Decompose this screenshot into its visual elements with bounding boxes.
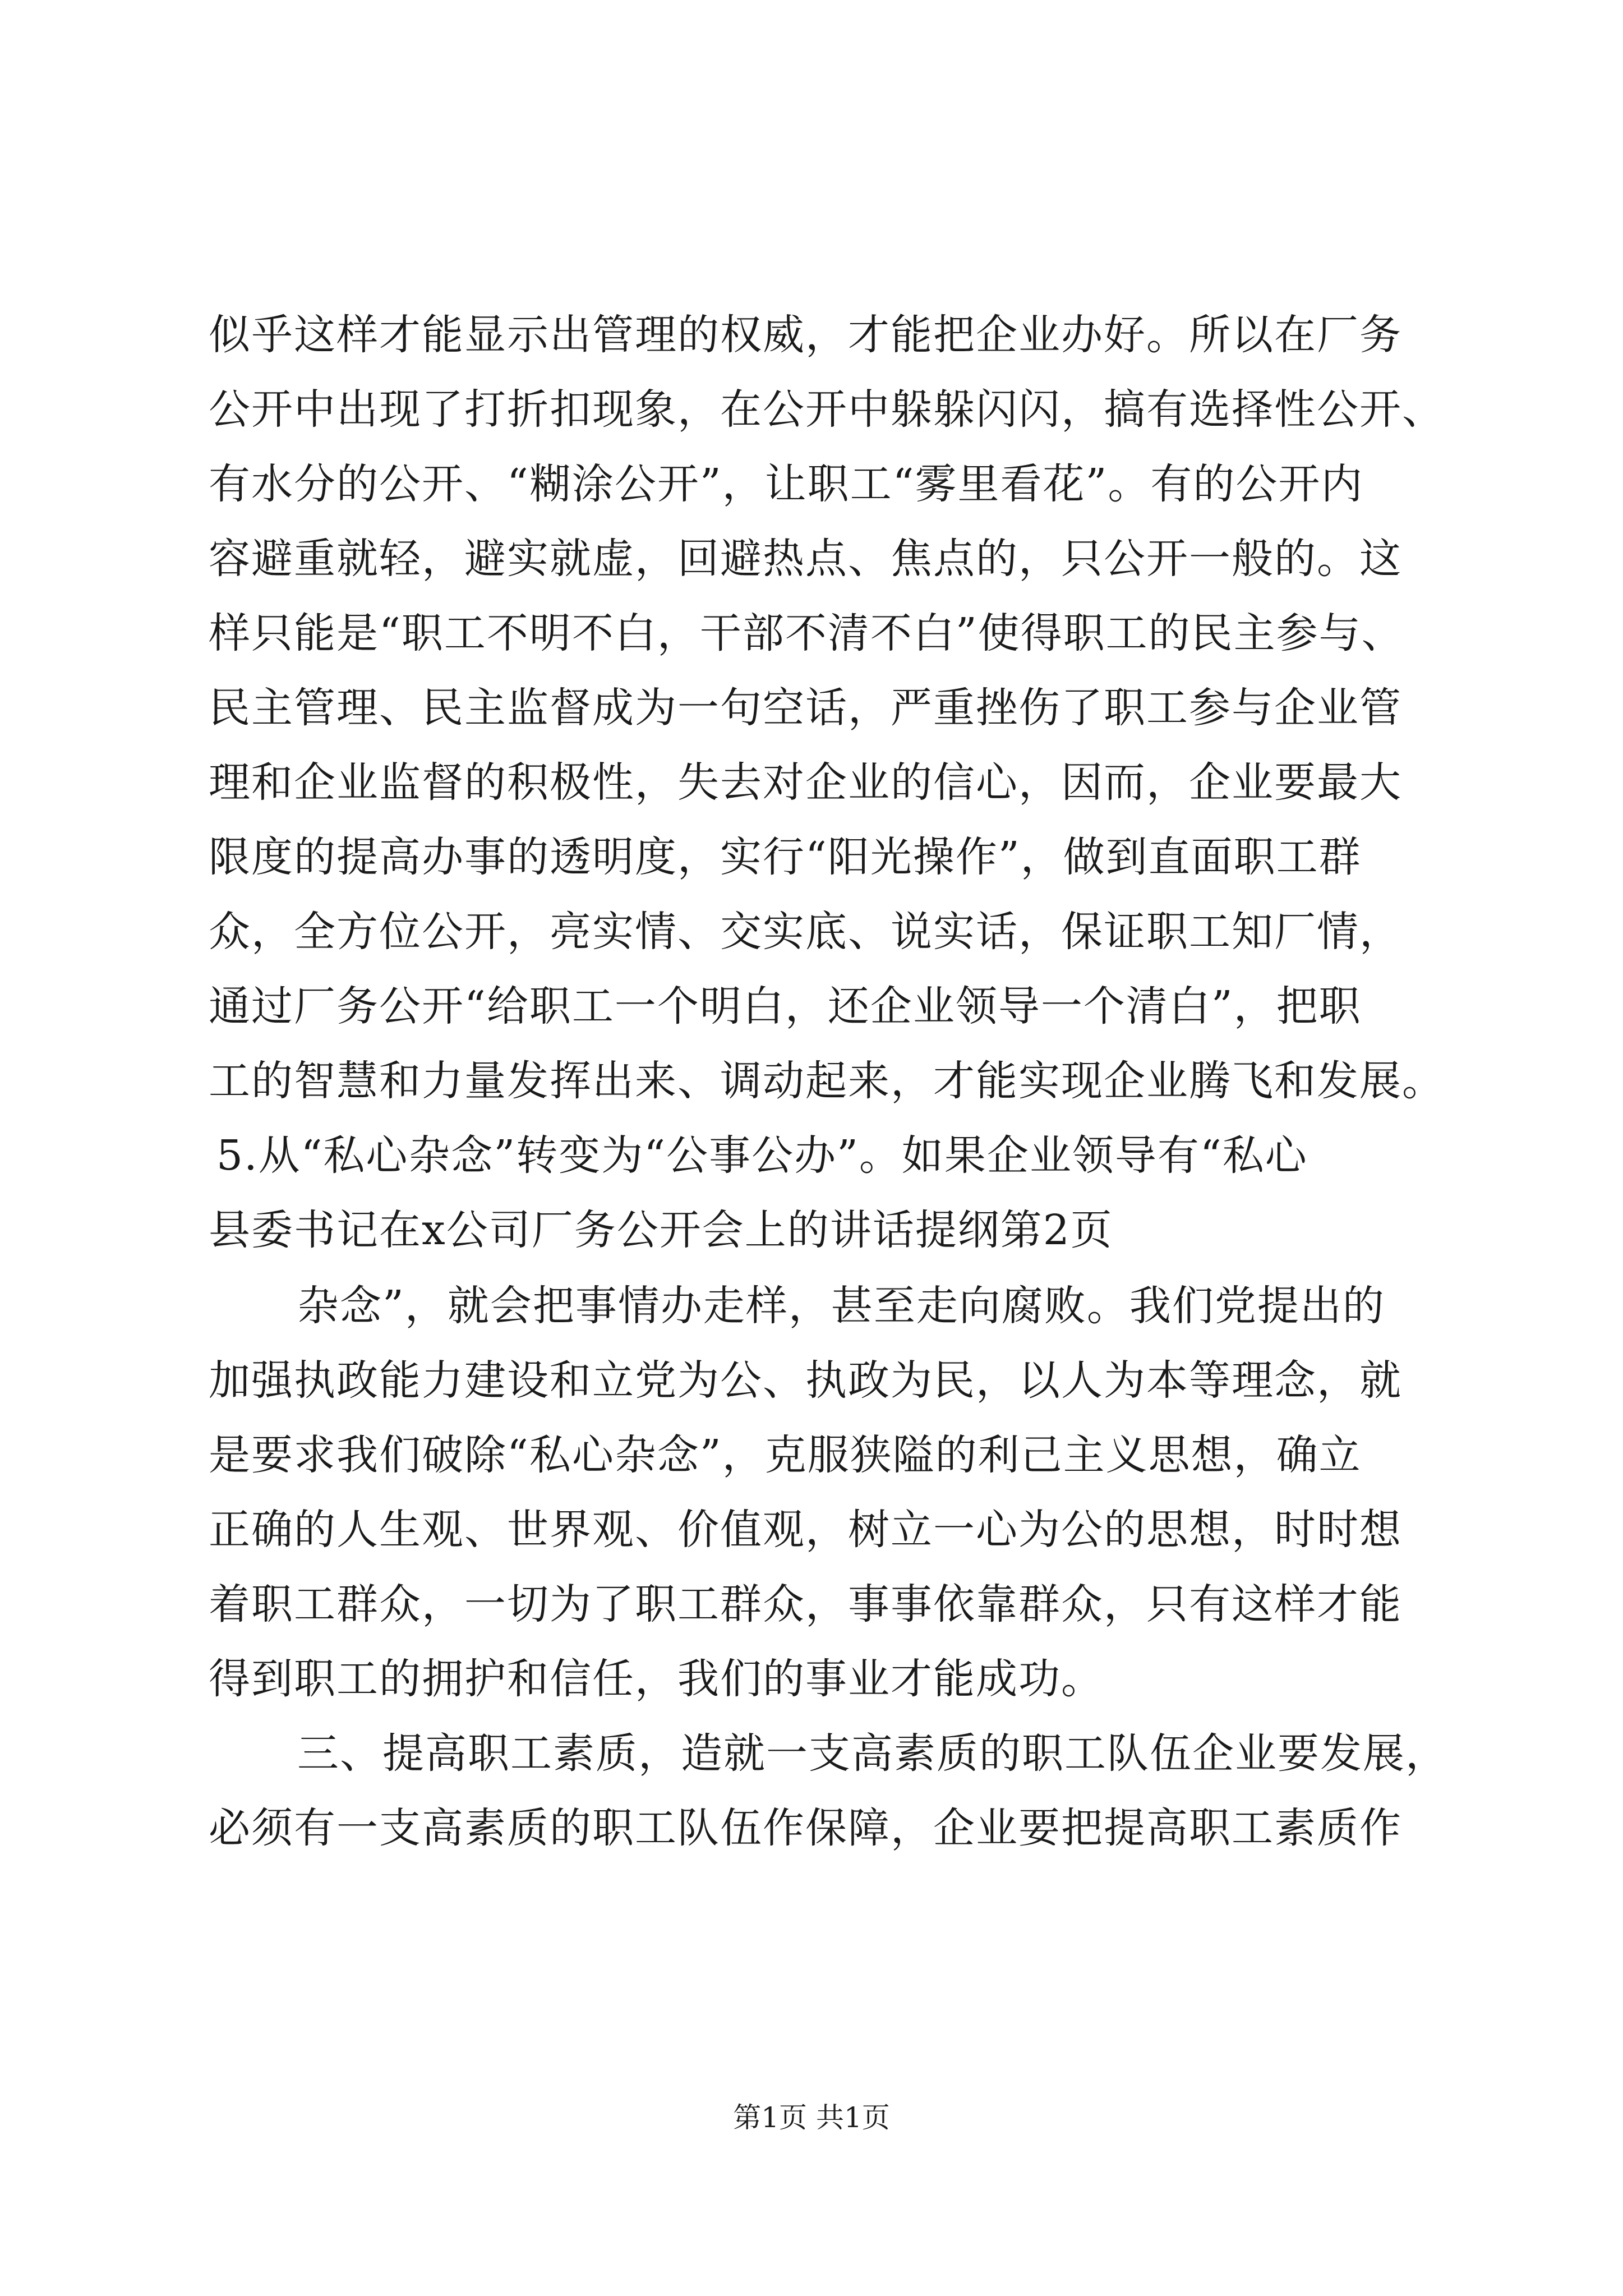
body-line-3: 有水分的公开、“糊涂公开”，让职工“雾里看花”。有的公开内 bbox=[209, 460, 1364, 508]
body-line-5: 样只能是“职工不明不白，干部不清不白”使得职工的民主参与、 bbox=[209, 609, 1404, 657]
body-line-6: 民主管理、民主监督成为一句空话，严重挫伤了职工参与企业管 bbox=[209, 684, 1402, 732]
body-line-7: 理和企业监督的积极性，失去对企业的信心，因而，企业要最大 bbox=[209, 758, 1402, 807]
body-line-20: 三、提高职工素质，造就一支高素质的职工队伍企业要发展， bbox=[297, 1729, 1448, 1778]
body-line-1: 似乎这样才能显示出管理的权威，才能把企业办好。所以在厂务 bbox=[209, 311, 1402, 359]
body-line-12: 5.从“私心杂念”转变为“公事公办”。如果企业领导有“私心 bbox=[216, 1131, 1308, 1180]
body-line-11: 工的智慧和力量发挥出来、调动起来，才能实现企业腾飞和发展。 bbox=[209, 1057, 1445, 1105]
body-line-4: 容避重就轻，避实就虚，回避热点、焦点的，只公开一般的。这 bbox=[209, 535, 1402, 583]
body-line-16: 是要求我们破除“私心杂念”，克服狭隘的利己主义思想，确立 bbox=[209, 1431, 1362, 1479]
body-line-15: 加强执政能力建设和立党为公、执政为民，以人为本等理念，就 bbox=[209, 1356, 1402, 1405]
body-line-21: 必须有一支高素质的职工队伍作保障，企业要把提高职工素质作 bbox=[209, 1804, 1402, 1852]
body-line-17: 正确的人生观、世界观、价值观，树立一心为公的思想，时时想 bbox=[209, 1506, 1402, 1554]
body-line-19: 得到职工的拥护和信任，我们的事业才能成功。 bbox=[209, 1655, 1104, 1703]
body-line-10: 通过厂务公开“给职工一个明白，还企业领导一个清白”，把职 bbox=[209, 982, 1362, 1030]
body-line-2: 公开中出现了打折扣现象，在公开中躲躲闪闪，搞有选择性公开、 bbox=[209, 385, 1445, 434]
body-line-18: 着职工群众，一切为了职工群众，事事依靠群众，只有这样才能 bbox=[209, 1580, 1402, 1628]
page-footer: 第1页 共1页 bbox=[733, 2101, 890, 2134]
section-title-line: 县委书记在x公司厂务公开会上的讲话提纲第2页 bbox=[209, 1206, 1113, 1254]
body-line-14: 杂念”，就会把事情办走样，甚至走向腐败。我们党提出的 bbox=[297, 1282, 1385, 1330]
body-line-9: 众，全方位公开，亮实情、交实底、说实话，保证职工知厂情， bbox=[209, 908, 1402, 956]
body-line-8: 限度的提高办事的透明度，实行“阳光操作”，做到直面职工群 bbox=[209, 833, 1362, 881]
